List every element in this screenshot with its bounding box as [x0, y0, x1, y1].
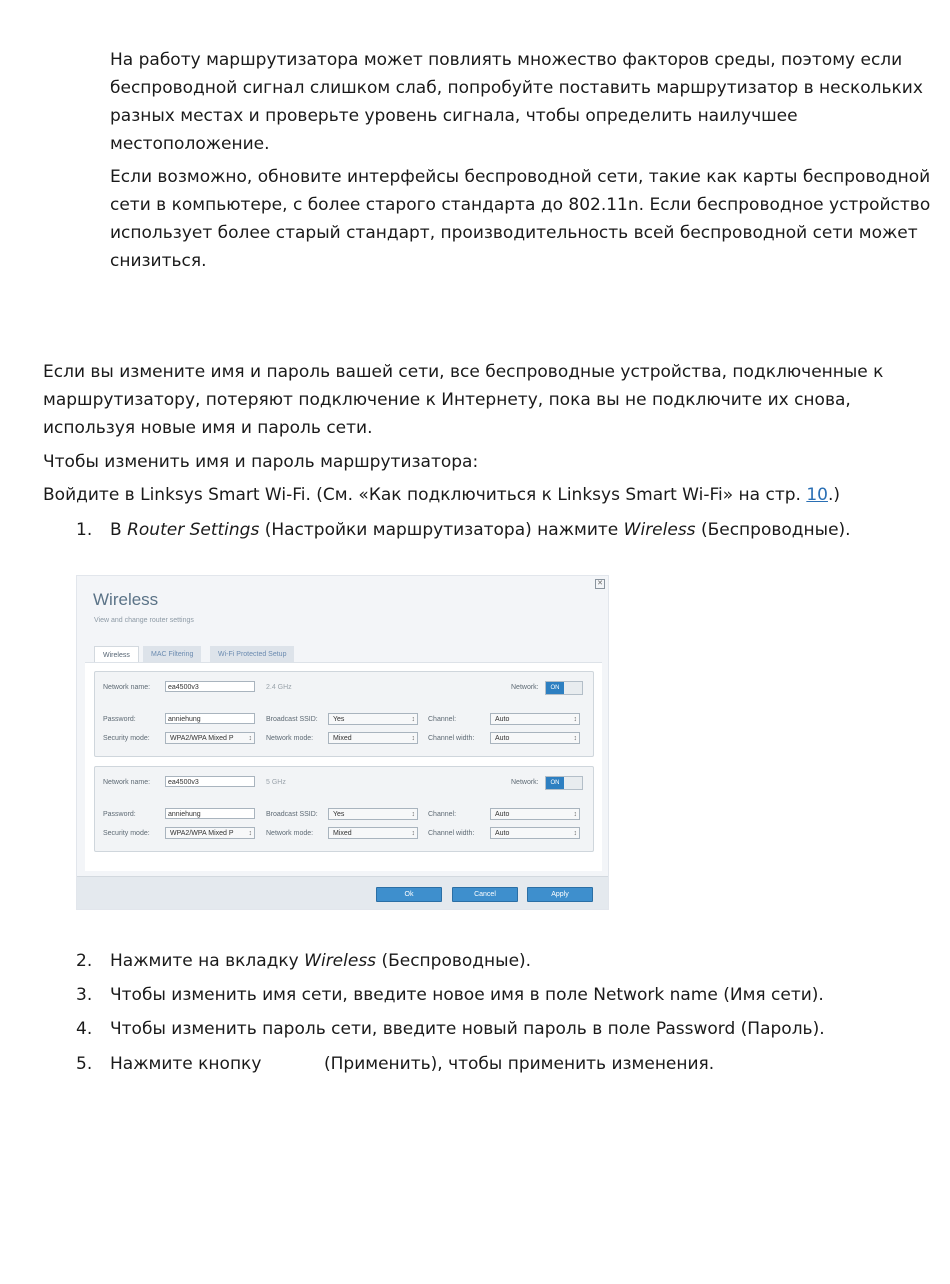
step-3-text: Чтобы изменить имя сети, введите новое имя в поле Network name (Имя сети).: [110, 985, 824, 1005]
toggle-on-label: ON: [546, 777, 564, 789]
instructions-lead: Чтобы изменить имя и пароль маршрутизатора:: [43, 452, 479, 472]
step-1-text: [110, 516, 930, 544]
wireless-term: Wireless: [623, 520, 696, 540]
broadcast-ssid-label: Broadcast SSID:: [266, 811, 318, 818]
ok-button[interactable]: Ok: [376, 887, 442, 902]
network-name-input[interactable]: ea4500v3: [165, 681, 255, 692]
step-1-number: 1.: [76, 520, 93, 540]
step-1-part: (Настройки маршрутизатора) нажмите: [259, 520, 624, 540]
step-1-part: (Беспроводные).: [695, 520, 851, 540]
tab-wireless[interactable]: Wireless: [94, 646, 139, 664]
band-frequency: 5 GHz: [266, 779, 286, 786]
security-mode-label: Security mode:: [103, 830, 150, 837]
cancel-button[interactable]: Cancel: [452, 887, 518, 902]
security-mode-select[interactable]: WPA2/WPA Mixed P ↕: [165, 732, 255, 744]
channel-width-label: Channel width:: [428, 735, 475, 742]
channel-width-select[interactable]: Auto ↕: [490, 732, 580, 744]
band-24ghz-panel: [94, 671, 594, 757]
security-mode-label: Security mode:: [103, 735, 150, 742]
network-toggle[interactable]: [545, 776, 583, 790]
password-input[interactable]: anniehung: [165, 808, 255, 819]
login-text-after: .): [827, 485, 841, 505]
network-name-label: Network name:: [103, 779, 151, 786]
step-5-text-end: (Применить), чтобы применить изменения.: [324, 1054, 715, 1074]
panel-title: Wireless: [93, 590, 159, 609]
network-mode-select[interactable]: Mixed ↕: [328, 827, 418, 839]
tab-bar: [94, 646, 574, 663]
broadcast-ssid-label: Broadcast SSID:: [266, 716, 318, 723]
channel-label: Channel:: [428, 716, 457, 723]
channel-width-select[interactable]: Auto ↕: [490, 827, 580, 839]
button-bar: [77, 876, 608, 910]
channel-width-label: Channel width:: [428, 830, 475, 837]
broadcast-ssid-select[interactable]: Yes ↕: [328, 713, 418, 725]
login-paragraph: [43, 481, 923, 509]
step-2-part: Нажмите на вкладку: [110, 951, 305, 971]
step-4-number: 4.: [76, 1019, 93, 1039]
panel-subtitle: View and change router settings: [94, 617, 194, 624]
router-wireless-screenshot: [76, 575, 609, 910]
step-2-text: [110, 947, 930, 975]
toggle-on-label: ON: [546, 682, 564, 694]
step-4-text: Чтобы изменить пароль сети, введите новый пароль в поле Password (Пароль).: [110, 1019, 825, 1039]
rename-warning-paragraph: Если вы измените имя и пароль вашей сети, все беспроводные устройства, подключенные к маршрутизатору, потеряют подключение к Интернету, пока вы не подключите их снова, используя новые имя и пароль сети.: [43, 362, 884, 438]
password-input[interactable]: anniehung: [165, 713, 255, 724]
apply-button[interactable]: Apply: [527, 887, 593, 902]
network-toggle[interactable]: [545, 681, 583, 695]
channel-select[interactable]: Auto ↕: [490, 713, 580, 725]
network-label: Network:: [511, 684, 539, 691]
tab-mac-filtering[interactable]: MAC Filtering: [143, 646, 201, 663]
network-label: Network:: [511, 779, 539, 786]
network-mode-label: Network mode:: [266, 735, 314, 742]
band-frequency: 2.4 GHz: [266, 684, 292, 691]
router-settings-term: Router Settings: [127, 520, 260, 540]
channel-select[interactable]: Auto ↕: [490, 808, 580, 820]
page-ref-link[interactable]: 10: [806, 485, 828, 505]
close-icon[interactable]: ✕: [595, 579, 605, 589]
tab-wps[interactable]: Wi-Fi Protected Setup: [210, 646, 294, 663]
step-5-number: 5.: [76, 1054, 93, 1074]
network-name-input[interactable]: ea4500v3: [165, 776, 255, 787]
intro-paragraph-1: На работу маршрутизатора может повлиять множество факторов среды, поэтому если беспроводной сигнал слишком слаб, попробуйте поставить маршрутизатор в нескольких разных местах и проверьте уровень сигнала, чтобы определить наилучшее местоположение.: [110, 50, 923, 154]
broadcast-ssid-select[interactable]: Yes ↕: [328, 808, 418, 820]
wireless-term: Wireless: [304, 951, 377, 971]
network-mode-select[interactable]: Mixed ↕: [328, 732, 418, 744]
login-text-before: Войдите в Linksys Smart Wi-Fi. (См. «Как подключиться к Linksys Smart Wi-Fi» на стр.: [43, 485, 807, 505]
step-1-part: В: [110, 520, 128, 540]
intro-paragraph-2: Если возможно, обновите интерфейсы беспроводной сети, такие как карты беспроводной сети в компьютере, с более старого стандарта до 802.11n. Если беспроводное устройство использует более старый стандарт, производительность всей беспроводной сети может снизиться.: [110, 167, 931, 271]
band-5ghz-panel: [94, 766, 594, 852]
step-2-part: (Беспроводные).: [376, 951, 532, 971]
step-2-number: 2.: [76, 951, 93, 971]
network-name-label: Network name:: [103, 684, 151, 691]
network-mode-label: Network mode:: [266, 830, 314, 837]
security-mode-select[interactable]: WPA2/WPA Mixed P ↕: [165, 827, 255, 839]
password-label: Password:: [103, 716, 136, 723]
step-3-number: 3.: [76, 985, 93, 1005]
password-label: Password:: [103, 811, 136, 818]
step-5-text-start: Нажмите кнопку: [110, 1054, 262, 1074]
channel-label: Channel:: [428, 811, 457, 818]
settings-body: [85, 662, 602, 871]
